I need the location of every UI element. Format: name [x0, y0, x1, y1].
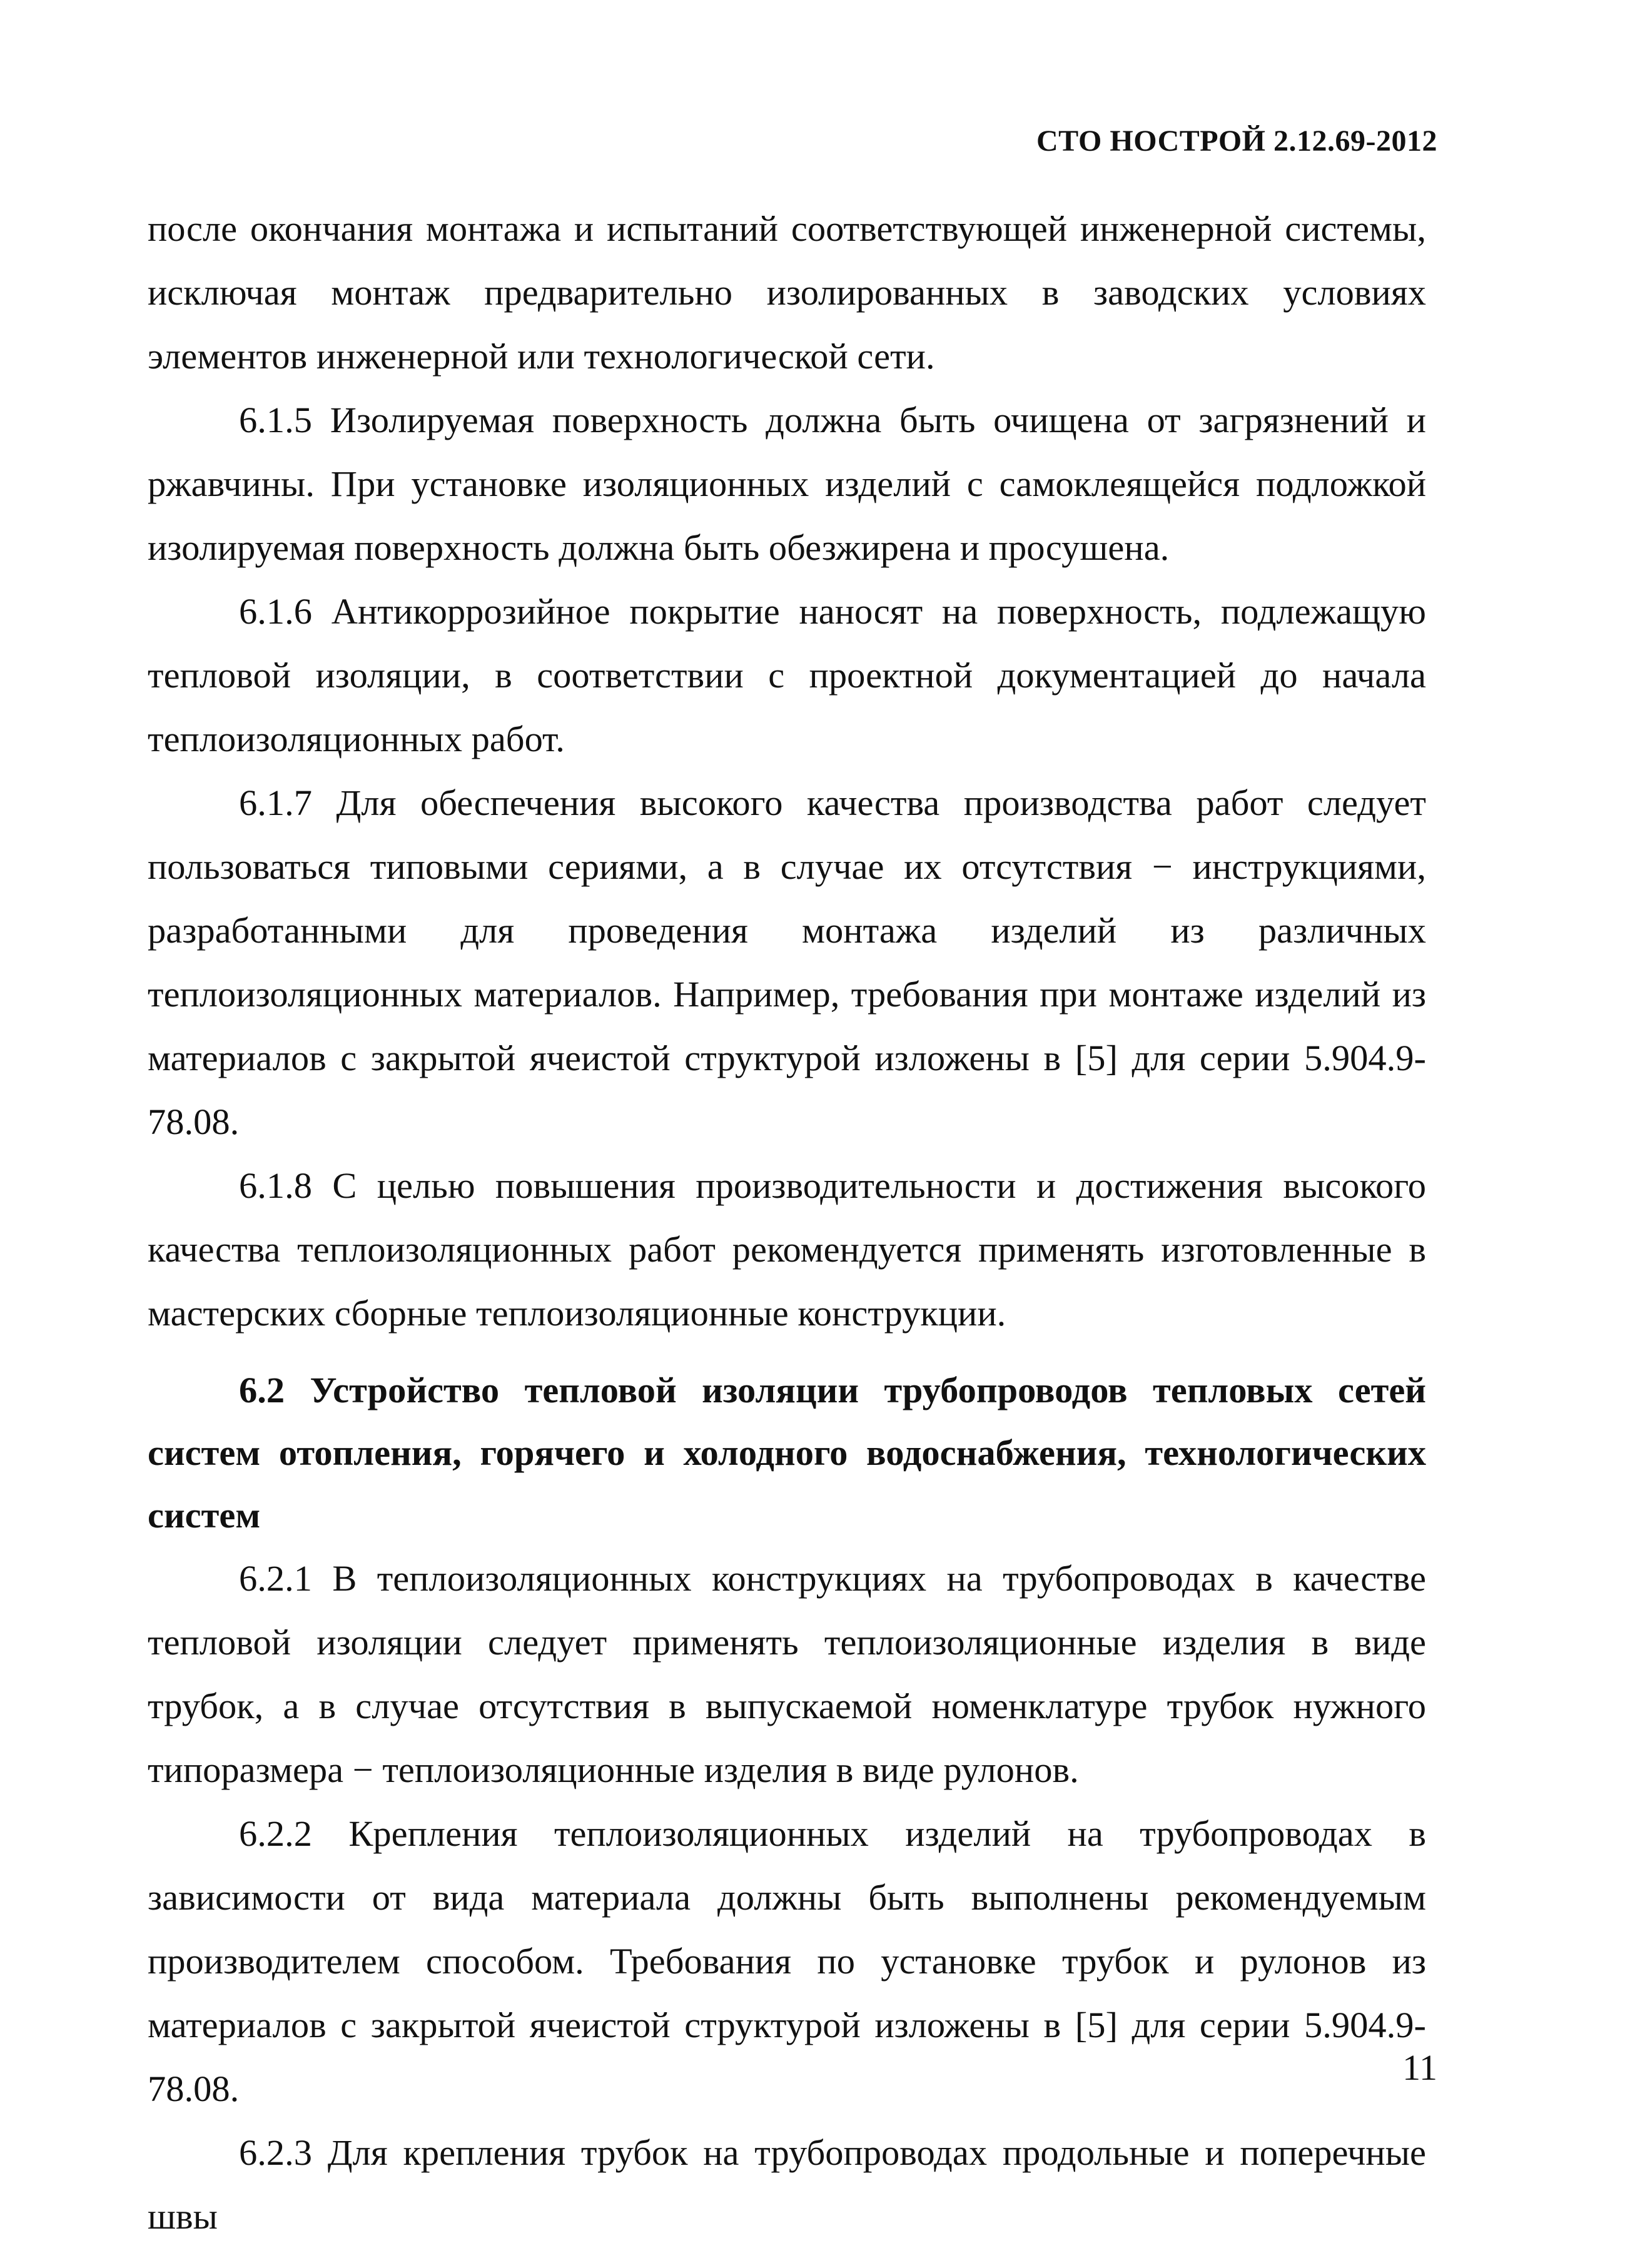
- paragraph-6-1-8: 6.1.8 С целью повышения производительности и достижения высокого качества теплоизоляционных работ рекомендуется применять изготовленные в мастерских сборные теплоизоляционные конструкции.: [148, 1165, 1426, 1334]
- paragraph-continuation: после окончания монтажа и испытаний соответствующей инженерной системы, исключая монтаж предварительно изолированных в заводских условиях элементов инженерной или технологической сети.: [148, 208, 1426, 377]
- paragraph-6-2-3: 6.2.3 Для крепления трубок на трубопроводах продольные и поперечные швы: [148, 2132, 1426, 2237]
- paragraph-6-1-5: 6.1.5 Изолируемая поверхность должна быть очищена от загрязнений и ржавчины. При установке изоляционных изделий с самоклеящейся подложкой изолируемая поверхность должна быть обезжирена и просушена.: [148, 400, 1426, 568]
- section-heading-6-2: 6.2 Устройство тепловой изоляции трубопроводов тепловых сетей систем отопления, горячего и холодного водоснабжения, технологических систем: [148, 1370, 1426, 1536]
- paragraph-6-1-7: 6.1.7 Для обеспечения высокого качества производства работ следует пользоваться типовыми сериями, а в случае их отсутствия − инструкциями, разработанными для проведения монтажа изделий из различных теплоизоляционных материалов. Например, требования при монтаже изделий из материалов с закрытой ячеистой структурой изложены в [5] для серии 5.904.9-78.08.: [148, 782, 1426, 1142]
- page-number: 11: [1402, 2047, 1437, 2088]
- paragraph-6-1-6: 6.1.6 Антикоррозийное покрытие наносят на поверхность, подлежащую тепловой изоляции, в соответствии с проектной документацией до начала теплоизоляционных работ.: [148, 591, 1426, 759]
- page-body: [148, 197, 1426, 2249]
- paragraph-6-2-1: 6.2.1 В теплоизоляционных конструкциях на трубопроводах в качестве тепловой изоляции следует применять теплоизоляционные изделия в виде трубок, а в случае отсутствия в выпускаемой номенклатуре трубок нужного типоразмера − теплоизоляционные изделия в виде рулонов.: [148, 1558, 1426, 1790]
- document-code-header: СТО НОСТРОЙ 2.12.69-2012: [1036, 124, 1437, 158]
- paragraph-6-2-2: 6.2.2 Крепления теплоизоляционных изделий на трубопроводах в зависимости от вида материала должны быть выполнены рекомендуемым производителем способом. Требования по установке трубок и рулонов из материалов с закрытой ячеистой структурой изложены в [5] для серии 5.904.9-78.08.: [148, 1813, 1426, 2109]
